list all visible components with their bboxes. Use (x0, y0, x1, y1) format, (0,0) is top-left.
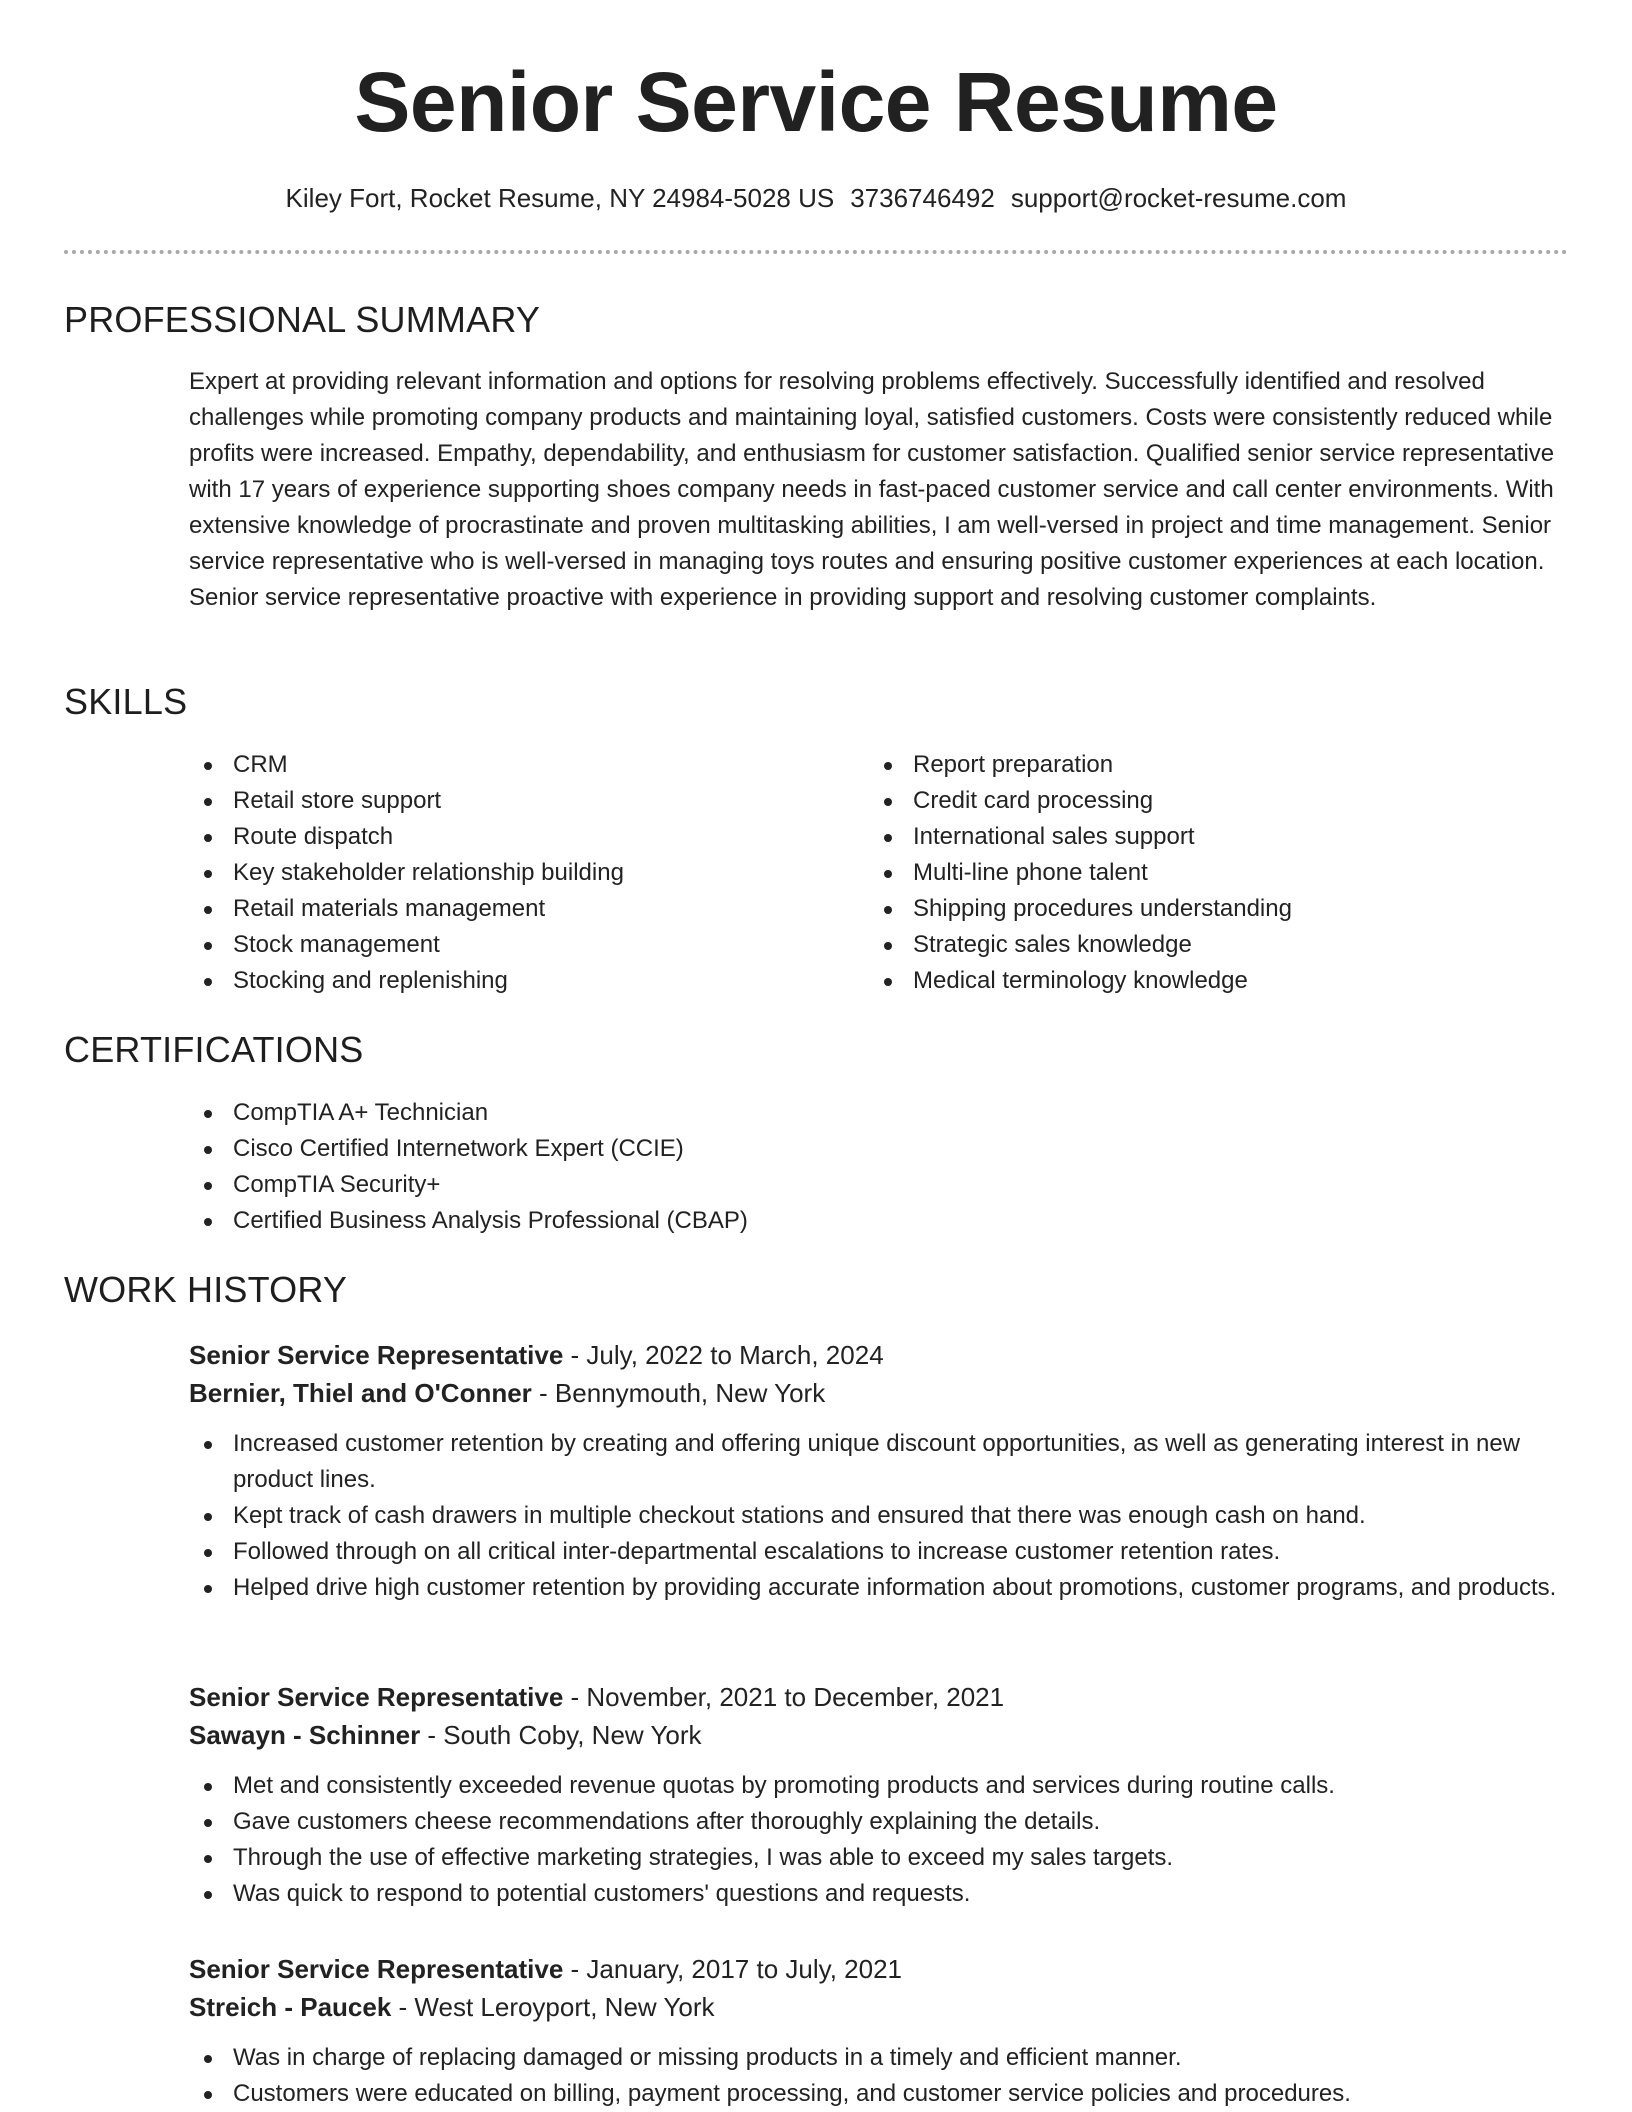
skill-item: Stock management (189, 927, 839, 963)
job-bullet: Was quick to respond to potential customers' questions and requests. (189, 1876, 1569, 1912)
skill-item: Shipping procedures understanding (869, 891, 1519, 927)
skill-item: Retail materials management (189, 891, 839, 927)
job-dates: - July, 2022 to March, 2024 (563, 1340, 884, 1370)
certification-item: CompTIA Security+ (189, 1167, 1289, 1203)
job-bullet: Kept track of cash drawers in multiple checkout stations and ensured that there was enough cash on hand. (189, 1498, 1569, 1534)
job-dates: - January, 2017 to July, 2021 (563, 1954, 902, 1984)
job-location: - West Leroyport, New York (391, 1992, 715, 2022)
job-bullet: Through the use of effective marketing strategies, I was able to exceed my sales targets. (189, 1840, 1569, 1876)
skill-item: Medical terminology knowledge (869, 963, 1519, 999)
header-divider (64, 250, 1568, 254)
skill-item: Retail store support (189, 783, 839, 819)
skill-item: CRM (189, 747, 839, 783)
job-dates: - November, 2021 to December, 2021 (563, 1682, 1005, 1712)
job-location: - Bennymouth, New York (531, 1378, 826, 1408)
job-bullet: Met and consistently exceeded revenue quotas by promoting products and services during routine calls. (189, 1768, 1569, 1804)
job-company: Sawayn - Schinner (189, 1720, 421, 1750)
job-entry (189, 1336, 1569, 1606)
job-title-line (189, 1678, 1569, 1716)
contact-line (0, 180, 1632, 216)
skill-item: Credit card processing (869, 783, 1519, 819)
job-title-line (189, 1336, 1569, 1374)
job-company-line (189, 1988, 1569, 2026)
skill-item: Key stakeholder relationship building (189, 855, 839, 891)
job-title: Senior Service Representative (189, 1954, 564, 1984)
skill-item: Route dispatch (189, 819, 839, 855)
job-company: Bernier, Thiel and O'Conner (189, 1378, 532, 1408)
job-bullet: Helped drive high customer retention by providing accurate information about promotions, customer programs, and products. (189, 1570, 1569, 1606)
skill-item: Stocking and replenishing (189, 963, 839, 999)
contact-email[interactable]: support@rocket-resume.com (1010, 183, 1347, 213)
contact-phone: 3736746492 (850, 183, 995, 213)
skill-item: Multi-line phone talent (869, 855, 1519, 891)
skill-item: International sales support (869, 819, 1519, 855)
summary-heading: PROFESSIONAL SUMMARY (64, 299, 541, 340)
skills-list-right (869, 747, 1519, 999)
job-bullets (189, 1426, 1569, 1606)
job-bullet: Customers were educated on billing, payment processing, and customer service policies and procedures. (189, 2076, 1569, 2112)
job-bullet: Increased customer retention by creating and offering unique discount opportunities, as well as generating interest in new product lines. (189, 1426, 1569, 1498)
job-bullet: Gave customers cheese recommendations after thoroughly explaining the details. (189, 1804, 1569, 1840)
job-title: Senior Service Representative (189, 1340, 564, 1370)
job-entry (189, 1950, 1569, 2112)
resume-title: Senior Service Resume (354, 55, 1278, 149)
job-entry (189, 1678, 1569, 1912)
job-location: - South Coby, New York (420, 1720, 702, 1750)
skill-item: Report preparation (869, 747, 1519, 783)
skill-item: Strategic sales knowledge (869, 927, 1519, 963)
job-bullet: Was in charge of replacing damaged or missing products in a timely and efficient manner. (189, 2040, 1569, 2076)
skills-heading: SKILLS (64, 681, 188, 722)
certification-item: Cisco Certified Internetwork Expert (CCIE) (189, 1131, 1289, 1167)
job-company: Streich - Paucek (189, 1992, 392, 2022)
certification-item: Certified Business Analysis Professional (CBAP) (189, 1203, 1289, 1239)
contact-address: Kiley Fort, Rocket Resume, NY 24984-5028 US (285, 183, 835, 213)
work-history-heading: WORK HISTORY (64, 1269, 348, 1310)
job-company-line (189, 1374, 1569, 1412)
job-bullets (189, 1768, 1569, 1912)
certifications-list (189, 1095, 1289, 1239)
job-bullets (189, 2040, 1569, 2112)
certification-item: CompTIA A+ Technician (189, 1095, 1289, 1131)
certifications-heading: CERTIFICATIONS (64, 1029, 364, 1070)
skills-list-left (189, 747, 839, 999)
job-bullet: Followed through on all critical inter-departmental escalations to increase customer retention rates. (189, 1534, 1569, 1570)
job-title: Senior Service Representative (189, 1682, 564, 1712)
job-title-line (189, 1950, 1569, 1988)
job-company-line (189, 1716, 1569, 1754)
summary-text: Expert at providing relevant information and options for resolving problems effectively. Successfully identified and resolved challenges while promoting company products and maintaining loyal, satisfied customers. Costs were consistently reduced while profits were increased. Empathy, dependability, and enthusiasm for customer satisfaction. Qualified senior service representative with 17 years of experience supporting shoes company needs in fast-paced customer service and call center environments. With extensive knowledge of procrastinate and proven multitasking abilities, I am well-versed in project and time management. Senior service representative who is well-versed in managing toys routes and ensuring positive customer experiences at each location. Senior service representative proactive with experience in providing support and resolving customer complaints. (189, 368, 1555, 611)
